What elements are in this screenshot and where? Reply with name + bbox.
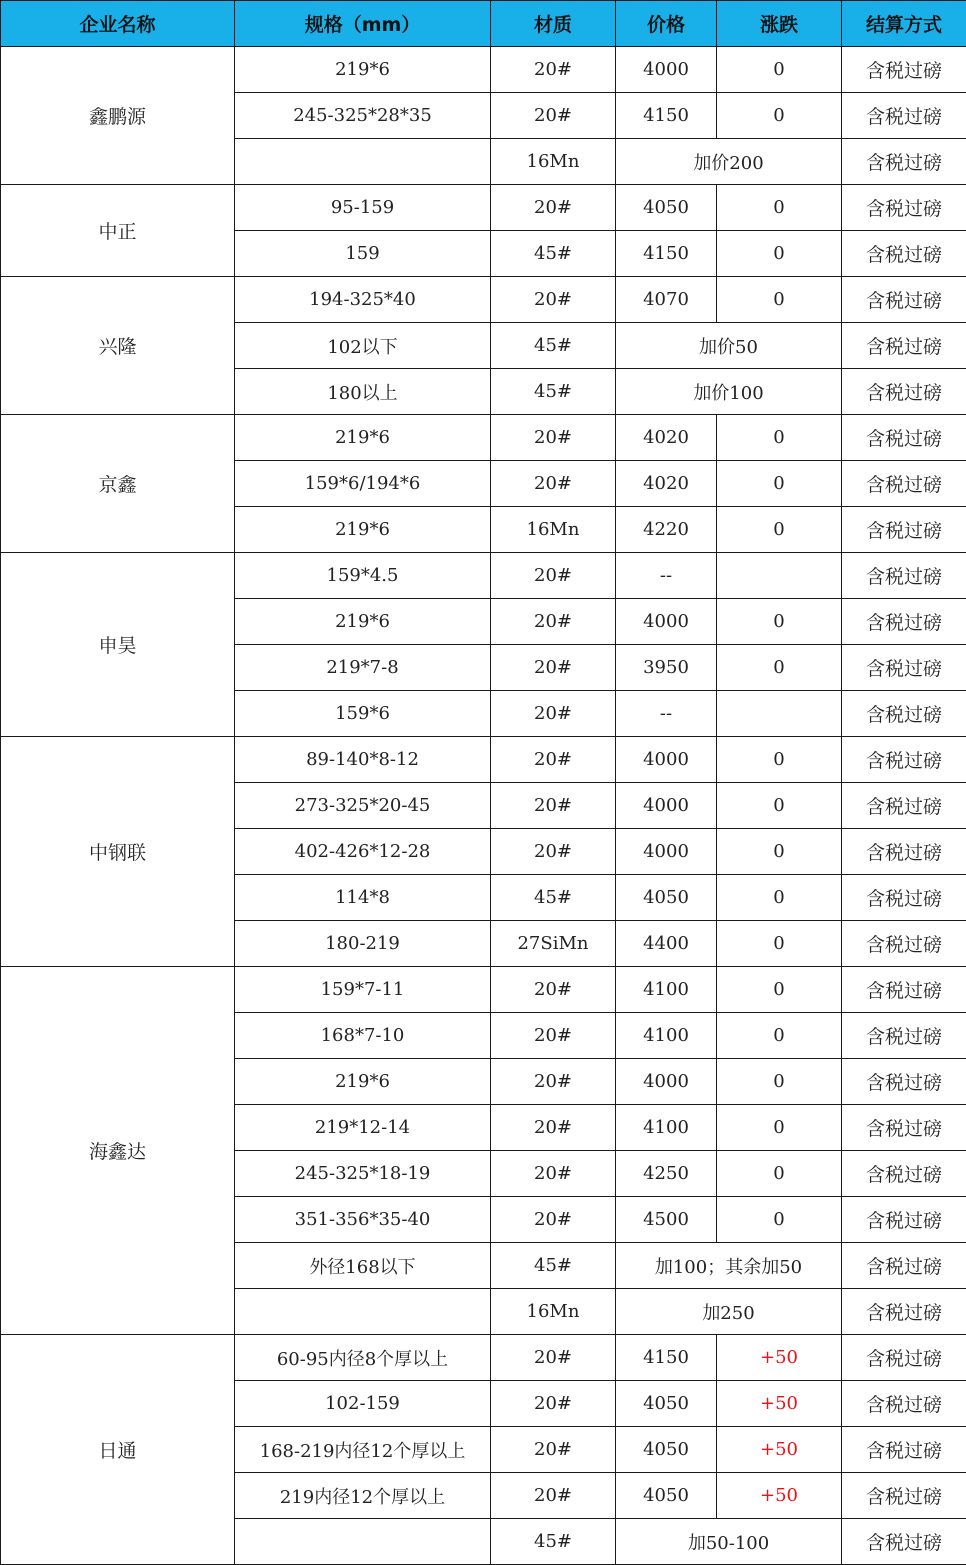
spec-cell: 外径168以下 <box>235 1243 491 1289</box>
change-cell: 0 <box>717 93 842 139</box>
material-cell: 20# <box>491 1197 616 1243</box>
change-cell <box>717 553 842 599</box>
change-cell: 0 <box>717 1059 842 1105</box>
material-cell: 20# <box>491 461 616 507</box>
material-cell: 20# <box>491 185 616 231</box>
price-cell: 4150 <box>616 93 717 139</box>
spec-cell: 219*6 <box>235 415 491 461</box>
table-row <box>1 967 966 1013</box>
price-cell: 4050 <box>616 185 717 231</box>
price-cell: 4220 <box>616 507 717 553</box>
price-cell: 4400 <box>616 921 717 967</box>
spec-cell: 159*7-11 <box>235 967 491 1013</box>
settlement-cell: 含税过磅 <box>842 967 966 1013</box>
table-row <box>1 553 966 599</box>
spec-cell: 168*7-10 <box>235 1013 491 1059</box>
spec-cell: 114*8 <box>235 875 491 921</box>
settlement-cell: 含税过磅 <box>842 1197 966 1243</box>
spec-cell: 245-325*18-19 <box>235 1151 491 1197</box>
spec-cell: 219*12-14 <box>235 1105 491 1151</box>
spec-cell: 219*7-8 <box>235 645 491 691</box>
spec-cell: 60-95内径8个厚以上 <box>235 1335 491 1381</box>
spec-cell: 245-325*28*35 <box>235 93 491 139</box>
material-cell: 20# <box>491 1381 616 1427</box>
spec-cell: 180以上 <box>235 369 491 415</box>
settlement-cell: 含税过磅 <box>842 277 966 323</box>
settlement-cell: 含税过磅 <box>842 783 966 829</box>
settlement-cell: 含税过磅 <box>842 1335 966 1381</box>
material-cell: 20# <box>491 1105 616 1151</box>
price-cell: -- <box>616 553 717 599</box>
settlement-cell: 含税过磅 <box>842 1473 966 1519</box>
material-cell: 20# <box>491 47 616 93</box>
material-cell: 20# <box>491 1151 616 1197</box>
spec-cell: 219*6 <box>235 507 491 553</box>
material-cell: 16Mn <box>491 1289 616 1335</box>
material-cell: 20# <box>491 737 616 783</box>
settlement-cell: 含税过磅 <box>842 461 966 507</box>
settlement-cell: 含税过磅 <box>842 1151 966 1197</box>
table-row <box>1 737 966 783</box>
change-cell: 0 <box>717 921 842 967</box>
settlement-cell: 含税过磅 <box>842 369 966 415</box>
settlement-cell: 含税过磅 <box>842 1059 966 1105</box>
price-cell: 4000 <box>616 599 717 645</box>
change-cell: 0 <box>717 1151 842 1197</box>
table-body <box>1 47 966 1565</box>
material-cell: 16Mn <box>491 507 616 553</box>
spec-cell: 89-140*8-12 <box>235 737 491 783</box>
price-note-cell: 加100；其余加50 <box>616 1243 842 1289</box>
settlement-cell: 含税过磅 <box>842 1289 966 1335</box>
settlement-cell: 含税过磅 <box>842 1243 966 1289</box>
price-cell: 4050 <box>616 1427 717 1473</box>
change-cell: 0 <box>717 1013 842 1059</box>
price-cell: 4000 <box>616 47 717 93</box>
spec-cell: 159*6 <box>235 691 491 737</box>
material-cell: 20# <box>491 691 616 737</box>
change-cell: 0 <box>717 231 842 277</box>
material-cell: 45# <box>491 369 616 415</box>
settlement-cell: 含税过磅 <box>842 1427 966 1473</box>
material-cell: 20# <box>491 599 616 645</box>
spec-cell: 102-159 <box>235 1381 491 1427</box>
company-name-cell: 鑫鹏源 <box>1 47 235 185</box>
change-cell: 0 <box>717 415 842 461</box>
price-cell: 4100 <box>616 967 717 1013</box>
header-price: 价格 <box>616 1 717 47</box>
settlement-cell: 含税过磅 <box>842 737 966 783</box>
change-cell: +50 <box>717 1381 842 1427</box>
company-name-cell: 兴隆 <box>1 277 235 415</box>
price-cell: 3950 <box>616 645 717 691</box>
settlement-cell: 含税过磅 <box>842 1381 966 1427</box>
price-note-cell: 加价100 <box>616 369 842 415</box>
settlement-cell: 含税过磅 <box>842 691 966 737</box>
change-cell: 0 <box>717 829 842 875</box>
material-cell: 27SiMn <box>491 921 616 967</box>
settlement-cell: 含税过磅 <box>842 1105 966 1151</box>
change-cell: 0 <box>717 783 842 829</box>
settlement-cell: 含税过磅 <box>842 599 966 645</box>
spec-cell: 219*6 <box>235 1059 491 1105</box>
company-name-cell: 日通 <box>1 1335 235 1565</box>
spec-cell: 194-325*40 <box>235 277 491 323</box>
price-cell: -- <box>616 691 717 737</box>
price-note-cell: 加50-100 <box>616 1519 842 1565</box>
table-row <box>1 277 966 323</box>
change-cell: 0 <box>717 507 842 553</box>
settlement-cell: 含税过磅 <box>842 139 966 185</box>
material-cell: 45# <box>491 323 616 369</box>
spec-cell: 95-159 <box>235 185 491 231</box>
spec-cell: 402-426*12-28 <box>235 829 491 875</box>
material-cell: 45# <box>491 1519 616 1565</box>
material-cell: 45# <box>491 875 616 921</box>
material-cell: 16Mn <box>491 139 616 185</box>
spec-cell: 351-356*35-40 <box>235 1197 491 1243</box>
material-cell: 20# <box>491 783 616 829</box>
price-cell: 4020 <box>616 461 717 507</box>
settlement-cell: 含税过磅 <box>842 645 966 691</box>
change-cell: 0 <box>717 967 842 1013</box>
header-material: 材质 <box>491 1 616 47</box>
price-cell: 4070 <box>616 277 717 323</box>
price-cell: 4050 <box>616 1381 717 1427</box>
spec-cell: 219*6 <box>235 599 491 645</box>
price-note-cell: 加价200 <box>616 139 842 185</box>
change-cell: 0 <box>717 737 842 783</box>
spec-cell <box>235 139 491 185</box>
settlement-cell: 含税过磅 <box>842 507 966 553</box>
price-cell: 4500 <box>616 1197 717 1243</box>
spec-cell: 273-325*20-45 <box>235 783 491 829</box>
price-cell: 4000 <box>616 783 717 829</box>
settlement-cell: 含税过磅 <box>842 553 966 599</box>
settlement-cell: 含税过磅 <box>842 829 966 875</box>
header-row <box>1 1 966 47</box>
material-cell: 20# <box>491 1013 616 1059</box>
table-row <box>1 1335 966 1381</box>
settlement-cell: 含税过磅 <box>842 323 966 369</box>
price-cell: 4020 <box>616 415 717 461</box>
price-cell: 4150 <box>616 231 717 277</box>
price-cell: 4050 <box>616 1473 717 1519</box>
material-cell: 20# <box>491 1473 616 1519</box>
spec-cell: 219内径12个厚以上 <box>235 1473 491 1519</box>
change-cell: +50 <box>717 1427 842 1473</box>
spec-cell <box>235 1289 491 1335</box>
material-cell: 20# <box>491 1335 616 1381</box>
material-cell: 20# <box>491 93 616 139</box>
price-note-cell: 加250 <box>616 1289 842 1335</box>
spec-cell: 159*6/194*6 <box>235 461 491 507</box>
header-spec: 规格（mm） <box>235 1 491 47</box>
spec-cell <box>235 1519 491 1565</box>
settlement-cell: 含税过磅 <box>842 415 966 461</box>
spec-cell: 168-219内径12个厚以上 <box>235 1427 491 1473</box>
material-cell: 45# <box>491 231 616 277</box>
price-cell: 4150 <box>616 1335 717 1381</box>
price-cell: 4000 <box>616 1059 717 1105</box>
spec-cell: 219*6 <box>235 47 491 93</box>
settlement-cell: 含税过磅 <box>842 47 966 93</box>
material-cell: 20# <box>491 967 616 1013</box>
spec-cell: 159 <box>235 231 491 277</box>
price-cell: 4250 <box>616 1151 717 1197</box>
settlement-cell: 含税过磅 <box>842 1519 966 1565</box>
material-cell: 45# <box>491 1243 616 1289</box>
change-cell: 0 <box>717 185 842 231</box>
price-cell: 4000 <box>616 829 717 875</box>
material-cell: 20# <box>491 415 616 461</box>
spec-cell: 159*4.5 <box>235 553 491 599</box>
price-cell: 4050 <box>616 875 717 921</box>
settlement-cell: 含税过磅 <box>842 1013 966 1059</box>
material-cell: 20# <box>491 1427 616 1473</box>
price-cell: 4100 <box>616 1105 717 1151</box>
change-cell: 0 <box>717 645 842 691</box>
header-settlement: 结算方式 <box>842 1 966 47</box>
material-cell: 20# <box>491 277 616 323</box>
material-cell: 20# <box>491 553 616 599</box>
change-cell: 0 <box>717 1105 842 1151</box>
settlement-cell: 含税过磅 <box>842 185 966 231</box>
settlement-cell: 含税过磅 <box>842 921 966 967</box>
header-change: 涨跌 <box>717 1 842 47</box>
spec-cell: 180-219 <box>235 921 491 967</box>
price-cell: 4100 <box>616 1013 717 1059</box>
company-name-cell: 海鑫达 <box>1 967 235 1335</box>
table-row <box>1 185 966 231</box>
change-cell: 0 <box>717 599 842 645</box>
change-cell: 0 <box>717 1197 842 1243</box>
price-note-cell: 加价50 <box>616 323 842 369</box>
change-cell: 0 <box>717 277 842 323</box>
change-cell: +50 <box>717 1335 842 1381</box>
header-company: 企业名称 <box>1 1 235 47</box>
settlement-cell: 含税过磅 <box>842 875 966 921</box>
spec-cell: 102以下 <box>235 323 491 369</box>
settlement-cell: 含税过磅 <box>842 93 966 139</box>
company-name-cell: 中钢联 <box>1 737 235 967</box>
change-cell: 0 <box>717 875 842 921</box>
change-cell: 0 <box>717 461 842 507</box>
material-cell: 20# <box>491 645 616 691</box>
company-name-cell: 京鑫 <box>1 415 235 553</box>
change-cell: +50 <box>717 1473 842 1519</box>
table-row <box>1 415 966 461</box>
table-row <box>1 47 966 93</box>
change-cell <box>717 691 842 737</box>
settlement-cell: 含税过磅 <box>842 231 966 277</box>
company-name-cell: 中正 <box>1 185 235 277</box>
company-name-cell: 申昊 <box>1 553 235 737</box>
price-cell: 4000 <box>616 737 717 783</box>
material-cell: 20# <box>491 1059 616 1105</box>
change-cell: 0 <box>717 47 842 93</box>
material-cell: 20# <box>491 829 616 875</box>
